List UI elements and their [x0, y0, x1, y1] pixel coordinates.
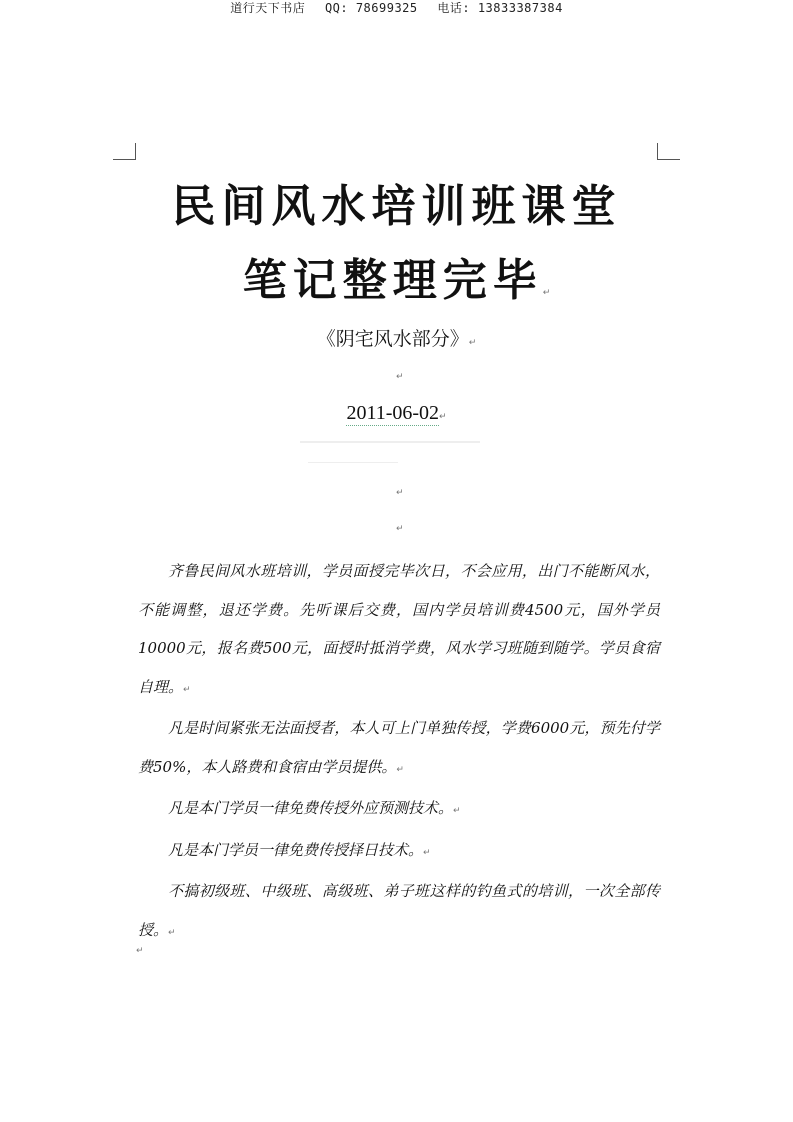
phone-number: 电话: 13833387384	[437, 1, 563, 15]
subtitle	[0, 324, 793, 351]
paragraph-4-text: 凡是本门学员一律免费传授择日技术。	[168, 840, 424, 859]
paragraph-mark-icon: ↵	[468, 338, 477, 348]
paragraph-5	[138, 872, 660, 952]
body-text	[138, 552, 660, 952]
paragraph-3	[138, 789, 660, 831]
title-line-1	[0, 170, 793, 234]
paragraph-1	[138, 552, 660, 709]
paragraph-2-text: 凡是时间紧张无法面授者，本人可上门单独传授，学费6000元，预先付学费50%，本人路费和食宿由学员提供。	[138, 719, 660, 776]
paragraph-mark-icon: ↵	[453, 806, 461, 816]
paragraph-5-text: 不搞初级班、中级班、高级班、弟子班这样的钓鱼式的培训，一次全部传授。	[138, 882, 660, 939]
paragraph-mark-icon: ↵	[439, 412, 447, 422]
paragraph-4	[138, 831, 660, 873]
crop-mark-top-left	[113, 143, 136, 160]
paragraph-mark-icon: ↵	[168, 927, 176, 938]
paragraph-mark-icon: ↵	[423, 847, 431, 858]
paragraph-3-text: 凡是本门学员一律免费传授外应预测技术。	[168, 799, 454, 817]
qq-number: QQ: 78699325	[324, 1, 418, 15]
empty-paragraph-mark-icon: ↵	[396, 524, 404, 534]
date-text: 2011-06-02	[346, 402, 440, 424]
title-line-2	[0, 244, 793, 308]
paragraph-mark-icon: ↵	[396, 764, 404, 775]
faint-line	[308, 462, 398, 463]
paragraph-mark-icon: ↵	[183, 684, 191, 695]
faint-line	[300, 441, 480, 443]
subtitle-text: 《阴宅风水部分》	[316, 328, 469, 350]
empty-paragraph-mark-icon: ↵	[136, 946, 144, 956]
shop-name: 道行天下书店	[230, 1, 306, 15]
title-line-2-text: 笔记整理完毕	[242, 255, 543, 306]
paragraph-1-text: 齐鲁民间风水班培训，学员面授完毕次日，不会应用，出门不能断风水，不能调整，退还学费。先听课后交费，国内学员培训费4500元，国外学员10000元，报名费500元，面授时抵消学费，风水学习班随到随学。学员食宿自理。	[138, 562, 660, 696]
page-header	[0, 0, 793, 18]
empty-paragraph-mark-icon: ↵	[396, 488, 404, 498]
paragraph-mark-icon: ↵	[542, 288, 551, 298]
title-line-1-text: 民间风水培训班课堂	[171, 181, 622, 232]
paragraph-2	[138, 709, 660, 789]
document-date	[0, 402, 793, 425]
empty-paragraph-mark-icon: ↵	[396, 372, 404, 382]
crop-mark-top-right	[657, 143, 680, 160]
